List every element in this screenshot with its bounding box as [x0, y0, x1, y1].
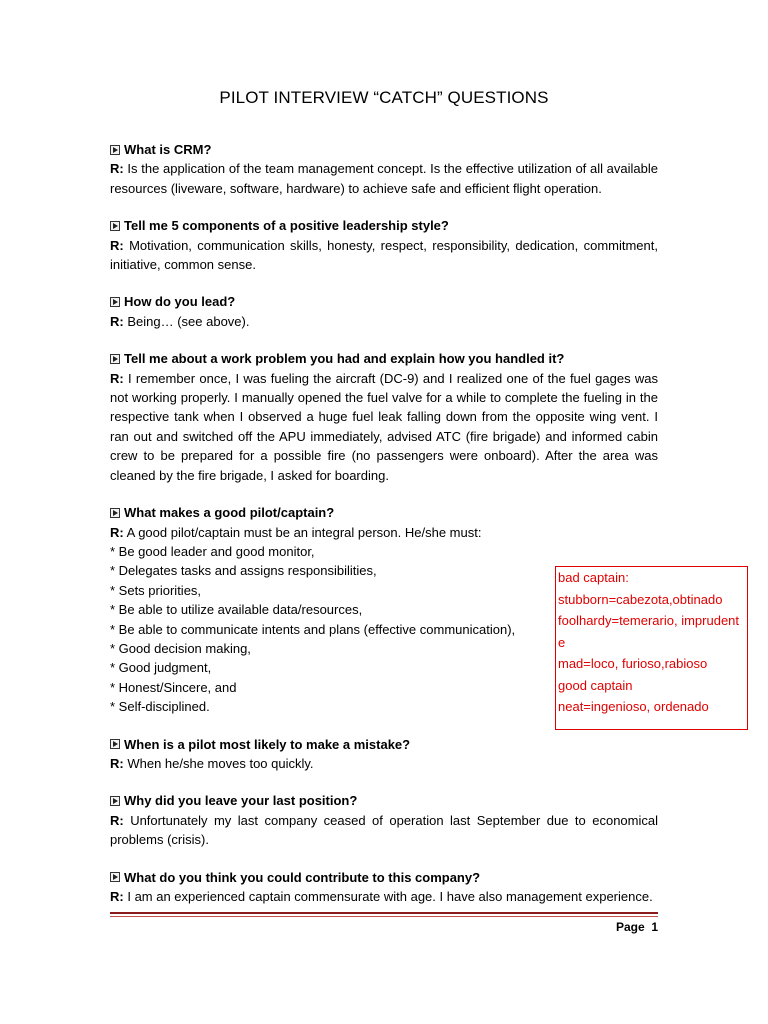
answer: R: I remember once, I was fueling the aircraft (DC-9) and I realized one of the fuel gages was not working properly. I manually opened the fuel valve for a while to complete the fueling in the respective tank when I observed a huge fuel leak falling down from the opposite wing vent. I ran out and switched off the APU immediately, advised ATC (fire brigade) and informed cabin crew to be prepared for a possible fire (no passengers were onboard). After the area was cleaned by the fire brigade, I asked for boarding. — [110, 370, 658, 483]
bullet-item: * Honest/Sincere, and — [110, 679, 237, 695]
answer-label: R: — [110, 370, 124, 386]
qa-item — [110, 791, 658, 849]
page-number-value: 1 — [651, 920, 658, 934]
note-line: stubborn=cabezota,obtinado — [558, 591, 723, 607]
qa-item — [110, 868, 658, 907]
answer-label: R: — [110, 889, 124, 904]
arrow-box-icon — [110, 739, 120, 749]
arrow-box-icon — [110, 145, 120, 155]
answer: R: Motivation, communication skills, honesty, respect, responsibility, dedication, commitment, initiative, common sense. — [110, 237, 658, 273]
qa-item — [110, 349, 658, 485]
question: What do you think you could contribute to this company? — [110, 868, 658, 887]
arrow-box-icon — [110, 221, 120, 231]
question: Why did you leave your last position? — [110, 791, 658, 810]
page-label: Page — [615, 920, 645, 934]
arrow-box-icon — [110, 354, 120, 364]
answer: R: I am an experienced captain commensurate with age. I have also management experience. — [110, 889, 653, 904]
annotation-textbox[interactable] — [555, 566, 748, 730]
answer: R: A good pilot/captain must be an integral person. He/she must: — [110, 524, 482, 540]
arrow-box-icon — [110, 297, 120, 307]
bullet-item: * Delegates tasks and assigns responsibilities, — [110, 563, 377, 579]
qa-item — [110, 140, 658, 198]
answer-label: R: — [110, 161, 124, 177]
answer: R: Is the application of the team management concept. Is the effective utilization of all available resources (liveware, software, hardware) to achieve safe and efficient flight operation. — [110, 161, 658, 196]
question: What makes a good pilot/captain? — [110, 503, 658, 522]
answer-label: R: — [110, 313, 124, 329]
note-line: neat=ingenioso, ordenado — [558, 699, 709, 714]
arrow-box-icon — [110, 796, 120, 806]
question: Tell me 5 components of a positive leadership style? — [110, 216, 658, 235]
note-line: bad captain: — [558, 570, 629, 585]
qa-item — [110, 292, 658, 331]
note-line: foolhardy=temerario, imprudente — [558, 613, 740, 650]
answer: R: Unfortunately my last company ceased of operation last September due to economical problems (crisis). — [110, 812, 658, 848]
bullet-item: * Good decision making, — [110, 640, 251, 656]
bullet-item: * Good judgment, — [110, 660, 212, 676]
answer: R: When he/she moves too quickly. — [110, 755, 314, 771]
qa-item — [110, 735, 658, 774]
note-line: good captain — [558, 677, 633, 693]
question: How do you lead? — [110, 292, 658, 311]
qa-list — [110, 140, 658, 924]
arrow-box-icon — [110, 872, 120, 882]
answer-label: R: — [110, 237, 124, 253]
qa-item — [110, 216, 658, 274]
bullet-item: * Be good leader and good monitor, — [110, 543, 315, 559]
answer-label: R: — [110, 524, 124, 540]
question: What is CRM? — [110, 140, 658, 159]
bullet-item: * Be able to communicate intents and plans (effective communication), — [110, 621, 516, 637]
bullet-item: * Be able to utilize available data/resources, — [110, 602, 363, 618]
question: Tell me about a work problem you had and explain how you handled it? — [110, 349, 658, 368]
answer-label: R: — [110, 755, 124, 771]
note-line: mad=loco, furioso,rabioso — [558, 656, 708, 671]
question: When is a pilot most likely to make a mistake? — [110, 735, 658, 754]
footer-rule — [110, 912, 658, 914]
answer-label: R: — [110, 812, 124, 828]
document-title: PILOT INTERVIEW “CATCH” QUESTIONS — [219, 88, 549, 107]
answer: R: Being… (see above). — [110, 313, 250, 329]
footer-rule-thin — [110, 916, 658, 917]
arrow-box-icon — [110, 508, 120, 518]
bullet-item: * Sets priorities, — [110, 582, 202, 598]
bullet-item: * Self-disciplined. — [110, 699, 210, 715]
page-number — [110, 920, 658, 934]
